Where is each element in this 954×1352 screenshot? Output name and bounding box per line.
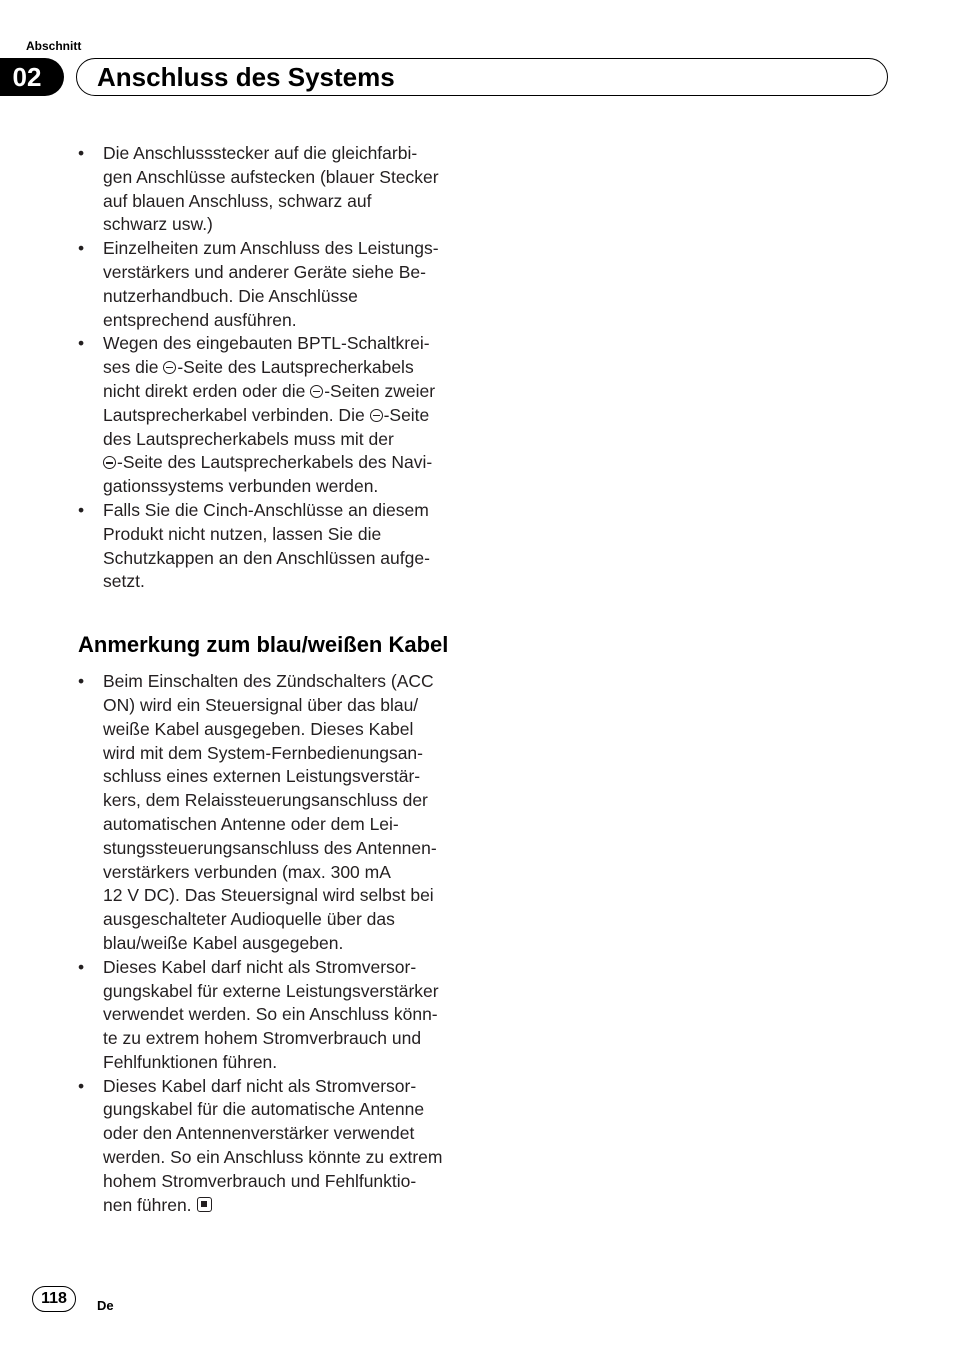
list-item: • Einzelheiten zum Anschluss des Leistungs- verstärkers und anderer Geräte siehe Be- nutzerhandbuch. Die Anschlüsse entsprechend ausführen.: [78, 237, 470, 332]
circled-minus-icon: [370, 409, 383, 422]
chapter-title-box: [76, 58, 888, 96]
list-item: • Dieses Kabel darf nicht als Stromversor- gungskabel für die automatische Antenne oder den Antennenverstärker verwendet werden. So ein Anschluss könnte zu extrem hohem Stromverbrauch und Fehlfunktio- nen führen.: [78, 1075, 470, 1218]
chapter-number-badge: 02: [0, 58, 64, 96]
section-label: Abschnitt: [26, 39, 82, 53]
end-of-section-icon: [197, 1197, 212, 1212]
page-number: 118: [32, 1286, 76, 1312]
list-item: • Beim Einschalten des Zündschalters (ACC ON) wird ein Steuersignal über das blau/ weiße Kabel ausgegeben. Dieses Kabel wird mit dem System-Fernbedienungsan- schluss eines externen Leistungsverstär- kers, dem Relaissteuerungsanschluss der automatischen Antenne oder dem Lei- stungssteuerungsanschluss des Antennen- verstärkers verbunden (max. 300 mA 12 V DC). Das Steuersignal wird selbst bei ausgeschalteter Audioquelle über das blau/weiße Kabel ausgegeben.: [78, 670, 470, 956]
list-item: • Dieses Kabel darf nicht als Stromversor- gungskabel für externe Leistungsverstärker verwendet werden. So ein Anschluss könn- te zu extrem hohem Stromverbrauch und Fehlfunktionen führen.: [78, 956, 470, 1075]
list-item: • Falls Sie die Cinch-Anschlüsse an diesem Produkt nicht nutzen, lassen Sie die Schutzkappen an den Anschlüssen aufge- setzt.: [78, 499, 470, 594]
chapter-title: Anschluss des Systems: [97, 62, 395, 92]
bullet-list-blue-white-cable: [78, 670, 470, 1217]
bullet-list-connections: [78, 142, 470, 594]
circled-minus-icon: [103, 456, 116, 469]
circled-minus-icon: [310, 385, 323, 398]
language-code: De: [97, 1298, 114, 1313]
list-item: • Die Anschlussstecker auf die gleichfarbi- gen Anschlüsse aufstecken (blauer Stecker auf blauen Anschluss, schwarz auf schwarz usw.): [78, 142, 470, 237]
section-heading: Anmerkung zum blau/weißen Kabel: [78, 632, 449, 658]
circled-minus-icon: [163, 361, 176, 374]
main-content: [78, 142, 470, 1217]
list-item: • Wegen des eingebauten BPTL-Schaltkrei- ses die -Seite des Lautsprecherkabels nicht direkt erden oder die -Seiten zweier Lautsprecherkabel verbinden. Die -Seite des Lautsprecherkabels muss mit der -Seite des Lautsprecherkabels des Navi- gationssystems verbunden werden.: [78, 332, 470, 499]
